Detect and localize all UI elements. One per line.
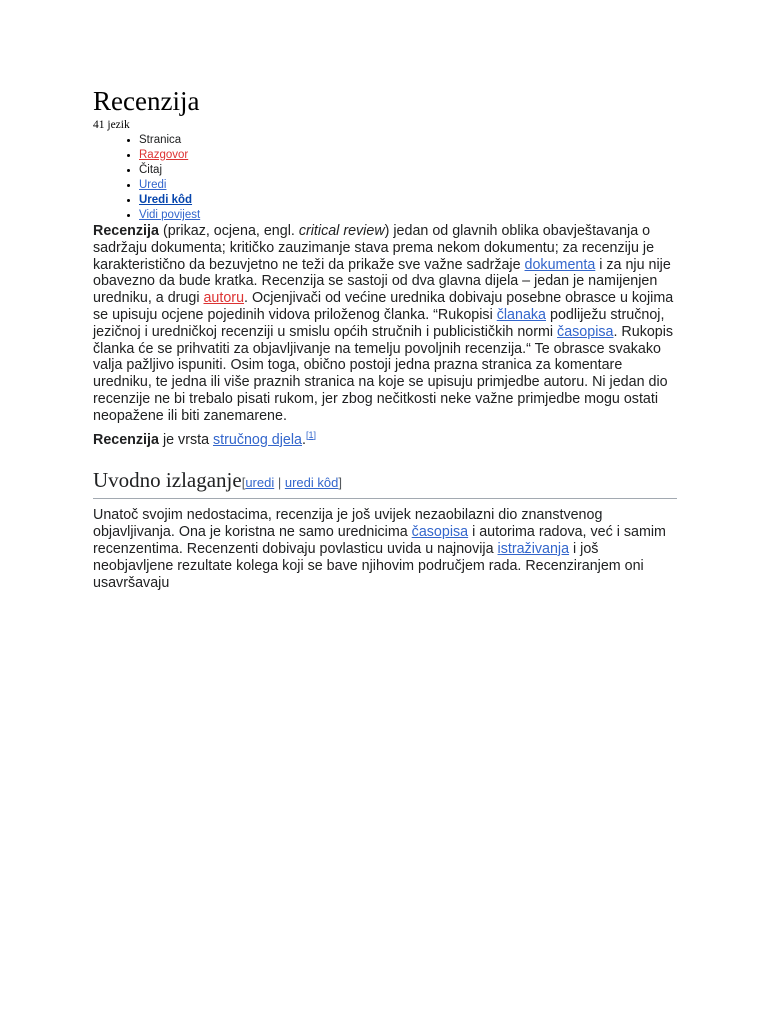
tab-vidi-povijest[interactable]: • Vidi povijest [139, 208, 677, 223]
tab-stranica[interactable]: • Stranica [139, 133, 677, 148]
page-tabs [93, 133, 677, 223]
section-heading: Uvodno izlaganje[uredi | uredi kôd] [93, 467, 677, 499]
tab-citaj[interactable]: • Čitaj [139, 163, 677, 178]
link-clanaka[interactable]: članaka [496, 306, 547, 323]
link-autoru[interactable]: autoru [203, 290, 245, 307]
link-strucnog-djela[interactable]: stručnog djela [213, 431, 303, 448]
intro-paragraph: Recenzija (prikaz, ocjena, engl. critical review) jedan od glavnih oblika obavještavanja o sadržaju dokumenta; kritičko zauzimanje stava prema nekom dokumentu; za recenziju je karakteristično da bezuvjetno ne teži da prikaže sve važne sadržaje dokumenta i za nju nije obavezno da bude kratka. Recenzija se sastoji od dva glavna dijela – jedan je namijenjen uredniku, a drugi autoru. Ocjenjivači od većine urednika dobivaju posebne obrasce u kojima se upisuju ocjene pojedinih vidova priloženog članka. “Rukopisi članaka podliježu stručnoj, jezičnoj i uredničkoj recenziji u smislu općih stručnih i publicističkih normi časopisa. Rukopis članka će se prihvatiti za objavljivanje na temelju povoljnih recenzija.“ Te obrasce svakako valja pažljivo ispuniti. Osim toga, obično postoji jedna prazna stranica za komentare uredniku, te jedna ili više praznih stranica na koje se upisuju primjedbe autoru. Ni jedan dio recenzije ne bi trebalo pisati rukom, jer zbog nečitkosti neke važne primjedbe mogu ostati neopažene ili biti zanemarene. [93, 223, 674, 424]
link-istrazivanja[interactable]: istraživanja [497, 540, 570, 557]
section-edit-link[interactable]: uredi [245, 475, 275, 491]
section-edit-code-link[interactable]: uredi kôd [284, 475, 339, 491]
article [93, 84, 677, 591]
definition-paragraph: Recenzija je vrsta stručnog djela.[1] [93, 429, 317, 448]
reference-1[interactable]: [1] [306, 429, 317, 440]
link-dokumenta[interactable]: dokumenta [524, 256, 596, 273]
tab-uredi[interactable]: • Uredi [139, 178, 677, 193]
section-paragraph: Unatoč svojim nedostacima, recenzija je još uvijek nezaobilazni dio znanstvenog objavljivanja. Ona je koristna ne samo urednicima časopisa i autorima radova, već i samim recenzentima. Recenzenti dobivaju povlasticu uvida u najnovija istraživanja i još neobjavljene rezultate kolega koji se bave njihovim područjem rada. Recenziranjem oni usavršavaju [93, 507, 666, 591]
tab-razgovor[interactable]: • Razgovor [139, 148, 677, 163]
language-count[interactable]: 41 jezik [93, 119, 130, 131]
page-title: Recenzija [93, 86, 200, 116]
tab-uredi-kod[interactable]: • Uredi kôd [139, 193, 677, 208]
link-casopisa-2[interactable]: časopisa [411, 524, 469, 541]
link-casopisa[interactable]: časopisa [557, 323, 614, 340]
intro-term: Recenzija [93, 223, 159, 239]
section-edit-links: [uredi | uredi kôd] [241, 475, 342, 491]
